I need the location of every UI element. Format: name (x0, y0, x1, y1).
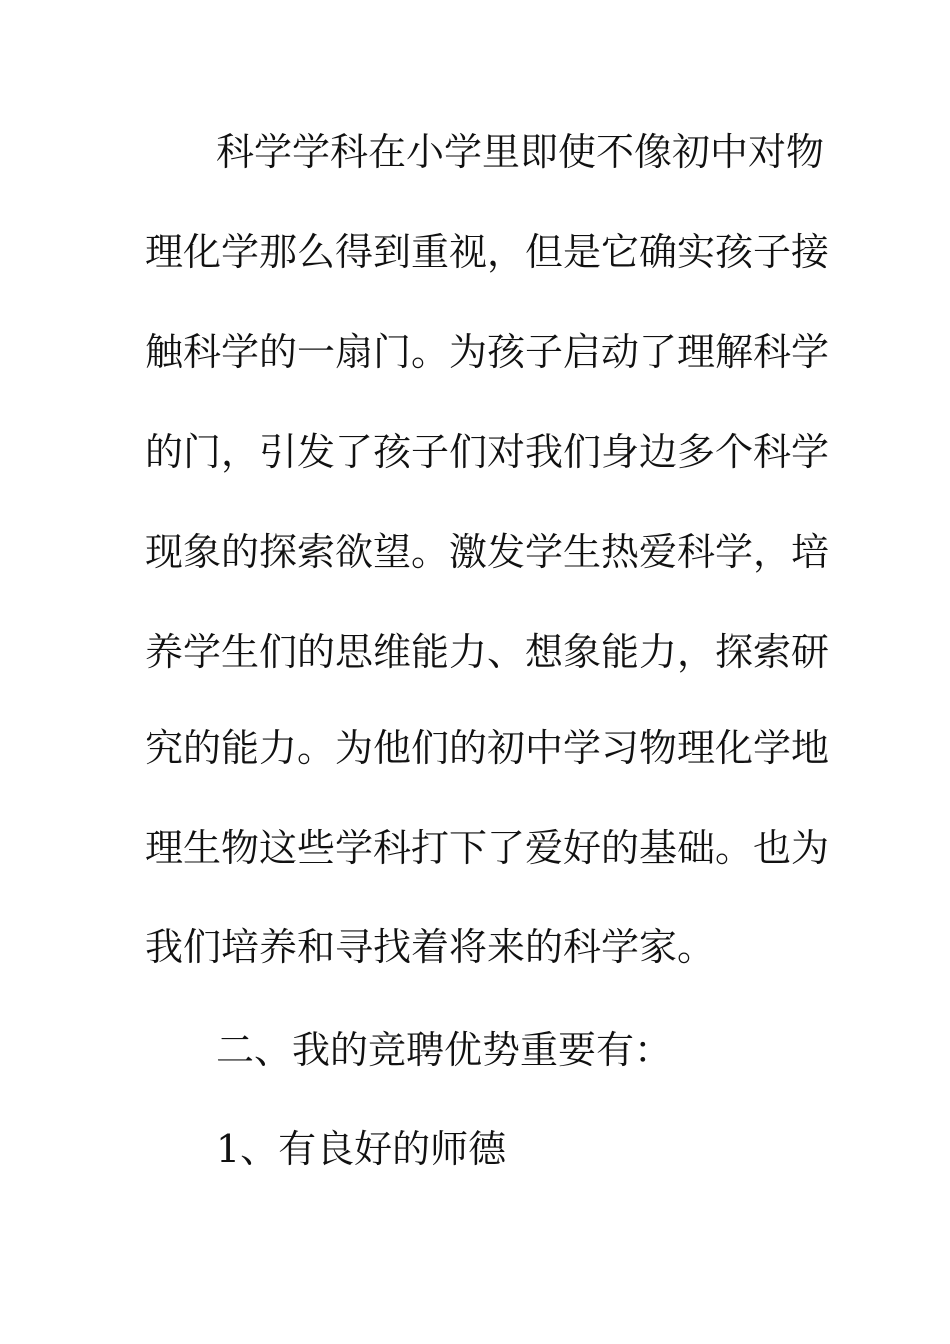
paragraph-line-5: 现象的探索欲望。激发学生热爱科学，培 (145, 530, 830, 574)
paragraph-line-3: 触科学的一扇门。为孩子启动了理解科学 (145, 330, 830, 374)
paragraph-line-9: 我们培养和寻找着将来的科学家。 (145, 925, 716, 969)
section-heading: 二、我的竞聘优势重要有： (216, 1028, 673, 1072)
item-heading: 1、有良好的师德 (216, 1127, 507, 1171)
paragraph-line-7: 究的能力。为他们的初中学习物理化学地 (145, 726, 830, 770)
paragraph-line-2: 理化学那么得到重视，但是它确实孩子接 (145, 230, 830, 274)
paragraph-line-4: 的门，引发了孩子们对我们身边多个科学 (145, 430, 830, 474)
paragraph-line-6: 养学生们的思维能力、想象能力，探索研 (145, 630, 830, 674)
paragraph-line-1: 科学学科在小学里即使不像初中对物 (216, 130, 825, 174)
paragraph-line-8: 理生物这些学科打下了爱好的基础。也为 (145, 826, 830, 870)
